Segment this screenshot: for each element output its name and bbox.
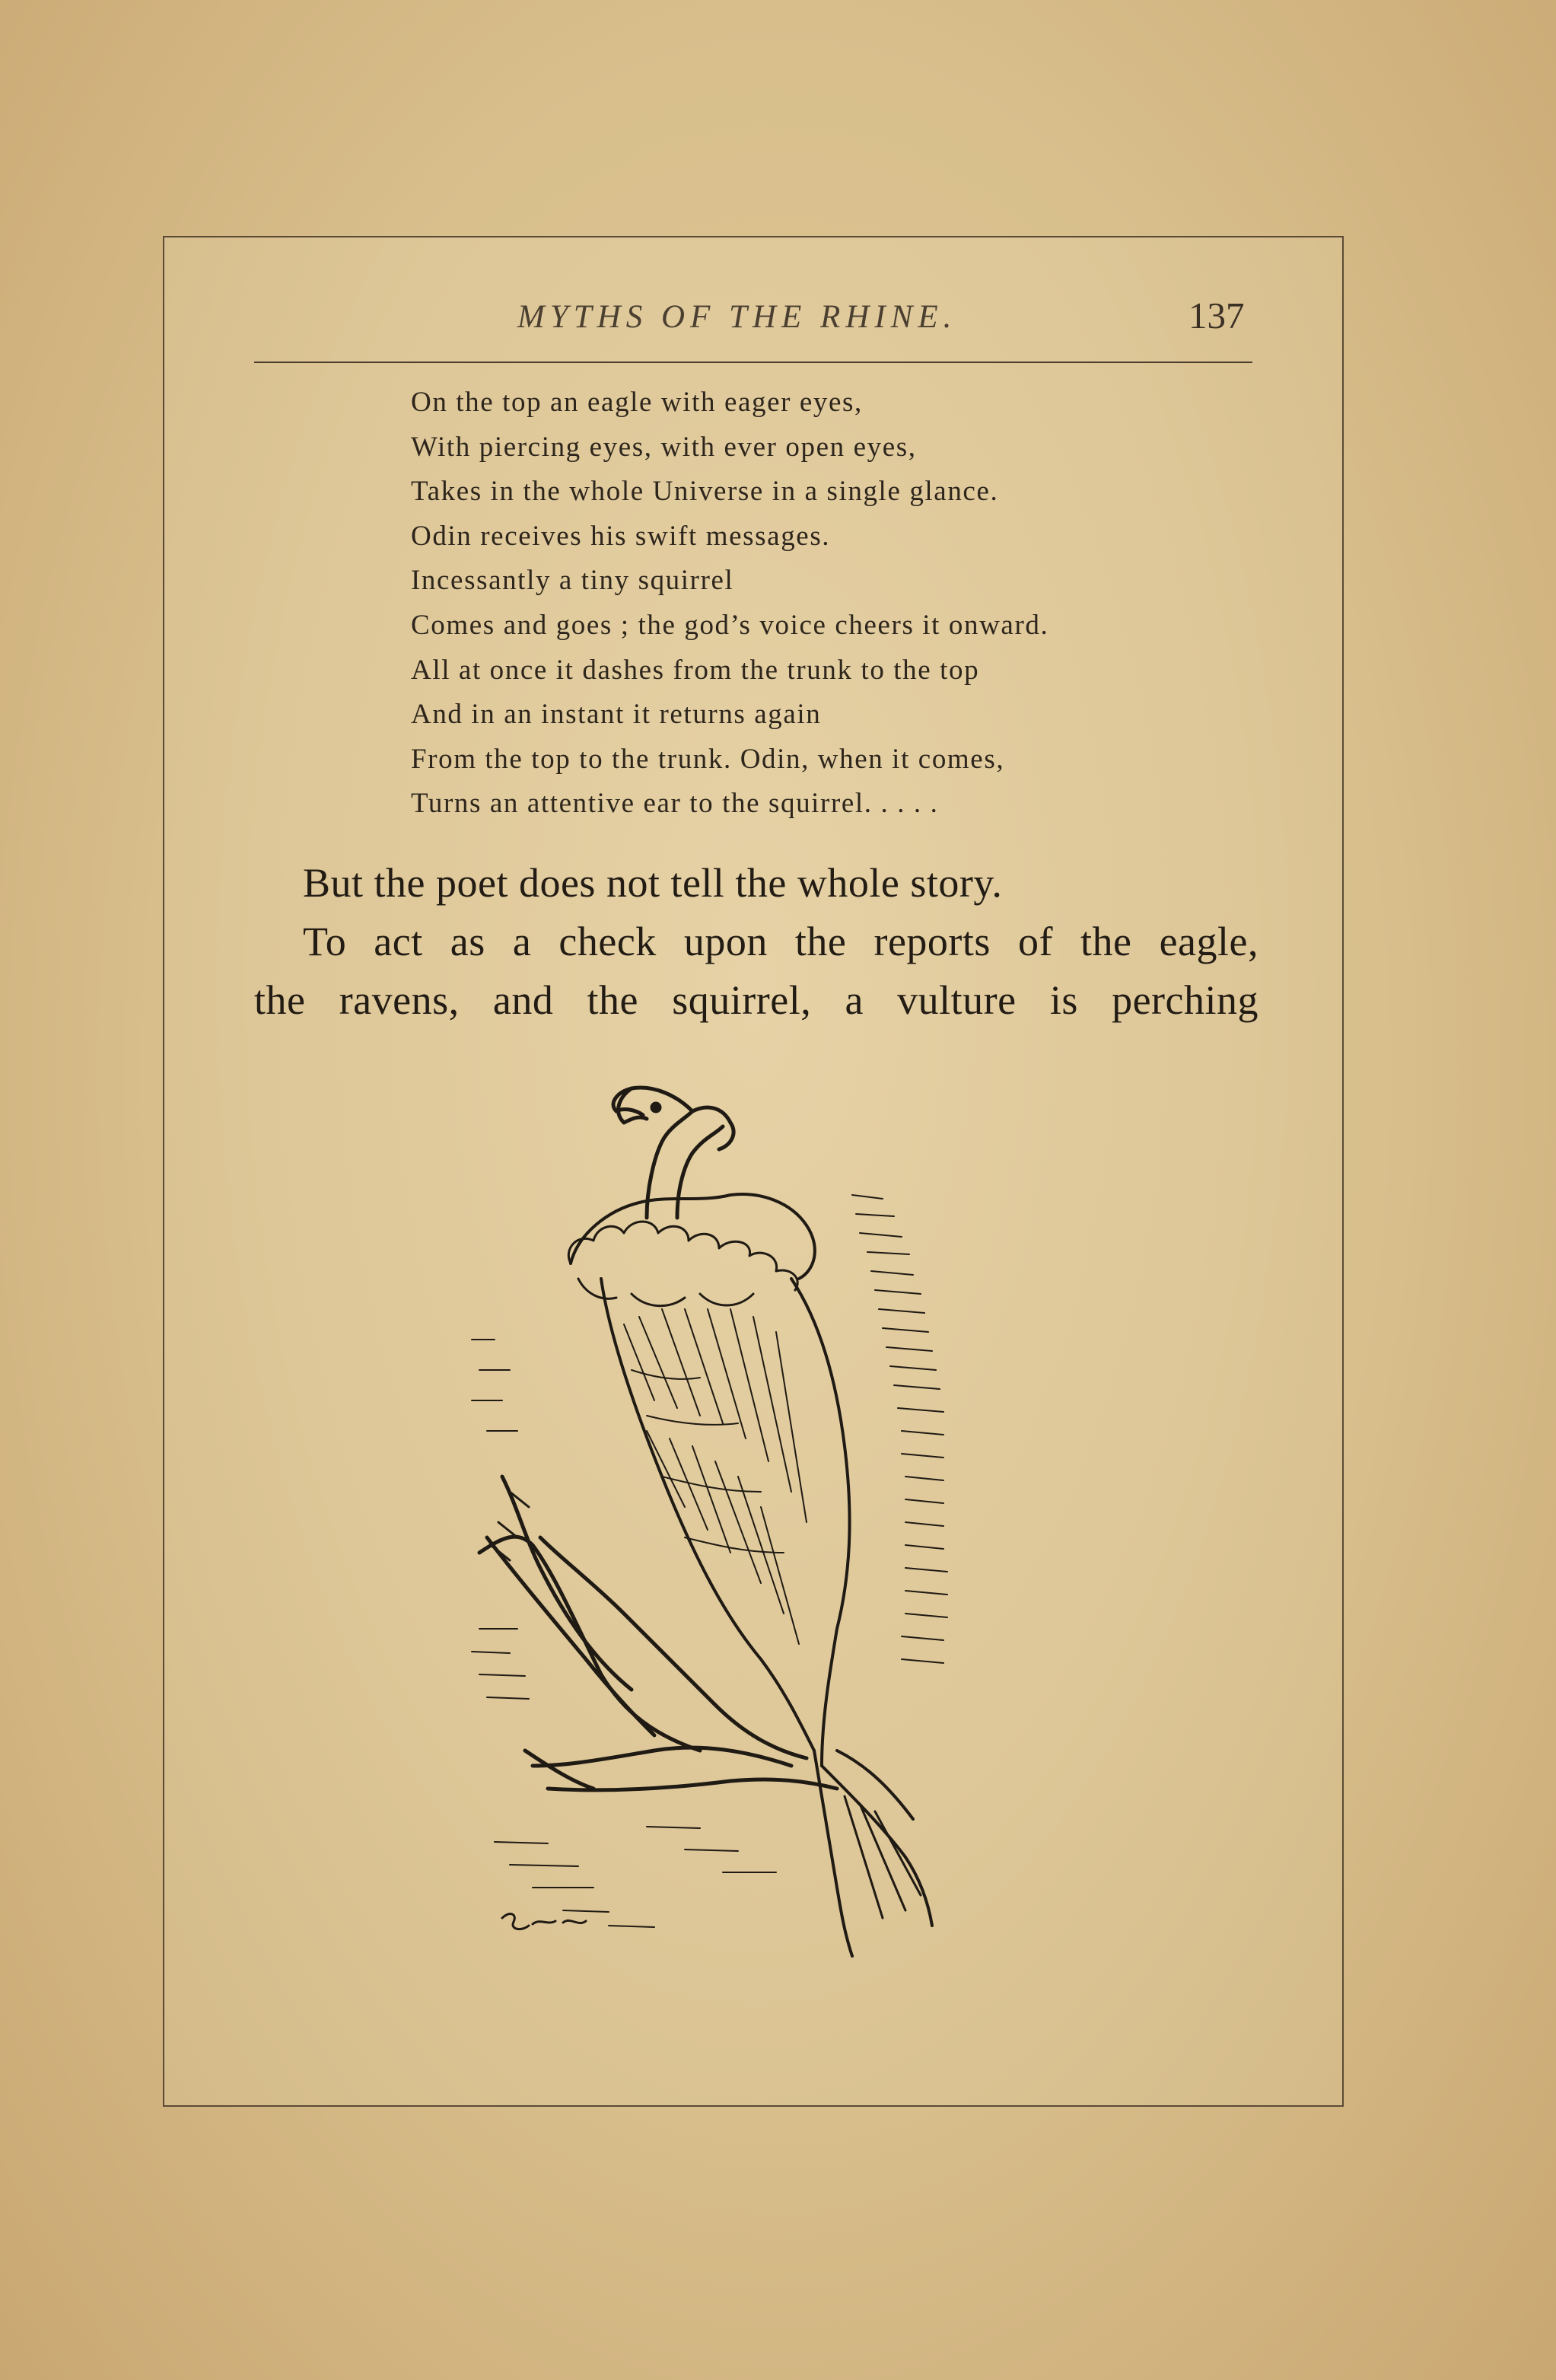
vulture-body-drawing	[571, 1194, 932, 1956]
poem-line: Takes in the whole Universe in a single glance.	[411, 476, 999, 508]
page-number: 137	[1188, 295, 1245, 336]
poem-line: Comes and goes ; the god’s voice cheers it onward.	[411, 609, 1049, 641]
prose-paragraph: But the poet does not tell the whole story.	[303, 860, 1003, 906]
vulture-illustration	[457, 1081, 1065, 1979]
poem-line: And in an instant it returns again	[411, 699, 822, 731]
prose-block	[254, 854, 1258, 1030]
poem-line: With piercing eyes, with ever open eyes,	[411, 431, 917, 463]
artist-signature	[502, 1914, 586, 1929]
prose-line: To act as a check upon the reports of the eagle,	[303, 919, 1258, 964]
running-head: MYTHS OF THE RHINE.	[517, 299, 957, 335]
poem-line: Odin receives his swift messages.	[411, 520, 831, 552]
poem-block	[411, 381, 1048, 827]
header-rule	[254, 362, 1252, 363]
prose-line: the ravens, and the squirrel, a vulture is perching	[254, 977, 1258, 1023]
branch-drawing	[479, 1477, 837, 1790]
poem-line: From the top to the trunk. Odin, when it comes,	[411, 743, 1005, 775]
poem-line: Turns an attentive ear to the squirrel. . . . .	[411, 788, 939, 820]
poem-line: Incessantly a tiny squirrel	[411, 565, 734, 597]
poem-line: On the top an eagle with eager eyes,	[411, 387, 863, 418]
poem-line: All at once it dashes from the trunk to the top	[411, 654, 980, 686]
